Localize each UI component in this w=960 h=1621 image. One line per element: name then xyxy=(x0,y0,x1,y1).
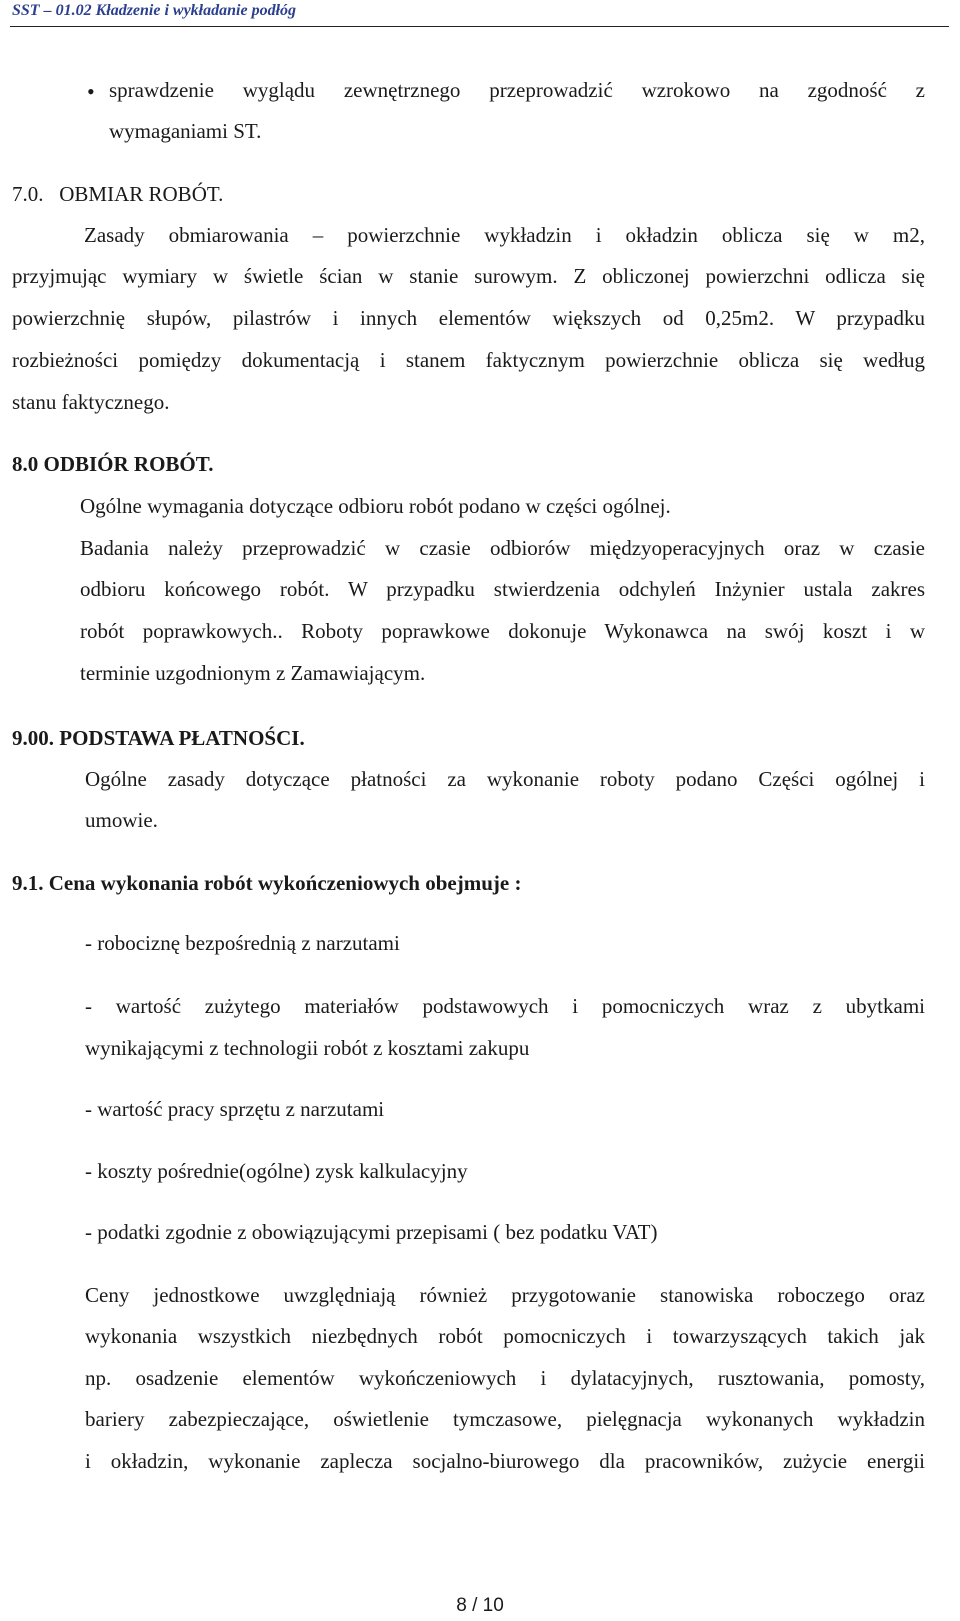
price-paragraph-line-5: i okładzin, wykonanie zaplecza socjalno-biurowego dla pracowników, zużycie energii xyxy=(85,1449,925,1473)
bullet-icon: • xyxy=(87,79,95,104)
cost-item-2-cont: wynikającymi z technologii robót z kosztami zakupu xyxy=(85,1036,530,1060)
price-paragraph-line-3: np. osadzenie elementów wykończeniowych i dylatacyjnych, rusztowania, pomosty, xyxy=(85,1366,925,1390)
cost-item-3: - wartość pracy sprzętu z narzutami xyxy=(85,1097,385,1121)
price-paragraph-line-1: Ceny jednostkowe uwzględniają również przygotowanie stanowiska roboczego oraz xyxy=(85,1283,925,1307)
section-8-line-3: odbioru końcowego robót. W przypadku stwierdzenia odchyleń Inżynier ustala zakres xyxy=(80,577,925,601)
section-8-heading: 8.0 ODBIÓR ROBÓT. xyxy=(12,452,214,476)
running-header: SST – 01.02 Kładzenie i wykładanie podłóg xyxy=(12,2,297,19)
page-number: 8 / 10 xyxy=(456,1595,504,1616)
section-9-line-2: umowie. xyxy=(85,808,158,832)
section-7-heading: 7.0. OBMIAR ROBÓT. xyxy=(12,182,224,206)
section-7-line-4: rozbieżności pomiędzy dokumentacją i stanem faktycznym powierzchnie oblicza się według xyxy=(12,348,925,372)
cost-item-4: - koszty pośrednie(ogólne) zysk kalkulacyjny xyxy=(85,1159,468,1183)
cost-item-2: - wartość zużytego materiałów podstawowych i pomocniczych wraz z ubytkami xyxy=(85,994,925,1018)
section-7-line-1: Zasady obmiarowania – powierzchnie wykładzin i okładzin oblicza się w m2, xyxy=(84,223,925,247)
cost-item-5: - podatki zgodnie z obowiązującymi przepisami ( bez podatku VAT) xyxy=(85,1220,658,1244)
section-8-line-5: terminie uzgodnionym z Zamawiającym. xyxy=(80,661,426,685)
price-paragraph-line-4: bariery zabezpieczające, oświetlenie tymczasowe, pielęgnacja wykonanych wykładzin xyxy=(85,1407,925,1431)
bullet-line-2: wymaganiami ST. xyxy=(109,119,262,143)
section-7-line-5: stanu faktycznego. xyxy=(12,390,170,414)
header-divider xyxy=(10,26,949,27)
section-7-line-2: przyjmując wymiary w świetle ścian w stanie surowym. Z obliczonej powierzchni odlicza się xyxy=(12,264,925,288)
section-9-heading: 9.00. PODSTAWA PŁATNOŚCI. xyxy=(12,726,305,750)
section-9-line-1: Ogólne zasady dotyczące płatności za wykonanie roboty podano Części ogólnej i xyxy=(85,767,925,791)
section-7-line-3: powierzchnię słupów, pilastrów i innych elementów większych od 0,25m2. W przypadku xyxy=(12,306,925,330)
section-8-line-2: Badania należy przeprowadzić w czasie odbiorów międzyoperacyjnych oraz w czasie xyxy=(80,536,925,560)
section-8-line-1: Ogólne wymagania dotyczące odbioru robót podano w części ogólnej. xyxy=(80,494,671,518)
bullet-line-1: sprawdzenie wyglądu zewnętrznego przeprowadzić wzrokowo na zgodność z xyxy=(109,78,925,102)
price-paragraph-line-2: wykonania wszystkich niezbędnych robót pomocniczych i towarzyszących takich jak xyxy=(85,1324,925,1348)
section-9-1-heading: 9.1. Cena wykonania robót wykończeniowych obejmuje : xyxy=(12,871,522,895)
cost-item-1: - robociznę bezpośrednią z narzutami xyxy=(85,931,400,955)
section-8-line-4: robót poprawkowych.. Roboty poprawkowe dokonuje Wykonawca na swój koszt i w xyxy=(80,619,925,643)
